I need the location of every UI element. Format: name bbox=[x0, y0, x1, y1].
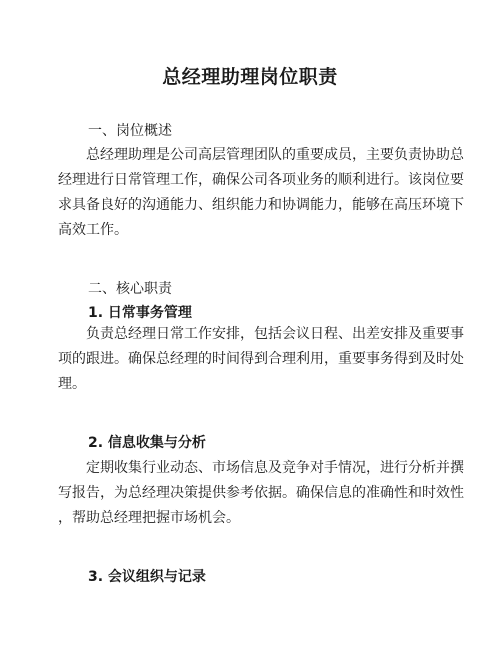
paragraph-line: 经理进行日常管理工作，确保公司各项业务的顺利进行。该岗位要 bbox=[58, 172, 464, 188]
section-heading-overview: 一、岗位概述 bbox=[88, 123, 172, 139]
paragraph-line: ，帮助总经理把握市场机会。 bbox=[58, 510, 240, 526]
paragraph-line: 理。 bbox=[58, 376, 86, 392]
subheading-info-analysis: 2. 信息收集与分析 bbox=[88, 435, 206, 451]
paragraph-line: 高效工作。 bbox=[58, 222, 128, 238]
paragraph-line: 定期收集行业动态、市场信息及竞争对手情况，进行分析并撰 bbox=[86, 460, 464, 476]
paragraph-line: 求具备良好的沟通能力、组织能力和协调能力，能够在高压环境下 bbox=[58, 197, 464, 213]
paragraph-line: 写报告，为总经理决策提供参考依据。确保信息的准确性和时效性 bbox=[58, 485, 464, 501]
subheading-daily-affairs: 1. 日常事务管理 bbox=[88, 305, 192, 321]
subheading-meeting-records: 3. 会议组织与记录 bbox=[88, 569, 206, 585]
paragraph-line: 项的跟进。确保总经理的时间得到合理利用，重要事务得到及时处 bbox=[58, 351, 464, 367]
daily-affairs-paragraph bbox=[58, 322, 464, 397]
overview-paragraph bbox=[58, 143, 464, 243]
section-heading-core-duties: 二、核心职责 bbox=[88, 281, 172, 297]
info-analysis-paragraph bbox=[58, 456, 464, 531]
paragraph-line: 负责总经理日常工作安排，包括会议日程、出差安排及重要事 bbox=[86, 326, 464, 342]
paragraph-line: 总经理助理是公司高层管理团队的重要成员，主要负责协助总 bbox=[86, 147, 464, 163]
page-title: 总经理助理岗位职责 bbox=[162, 66, 338, 88]
